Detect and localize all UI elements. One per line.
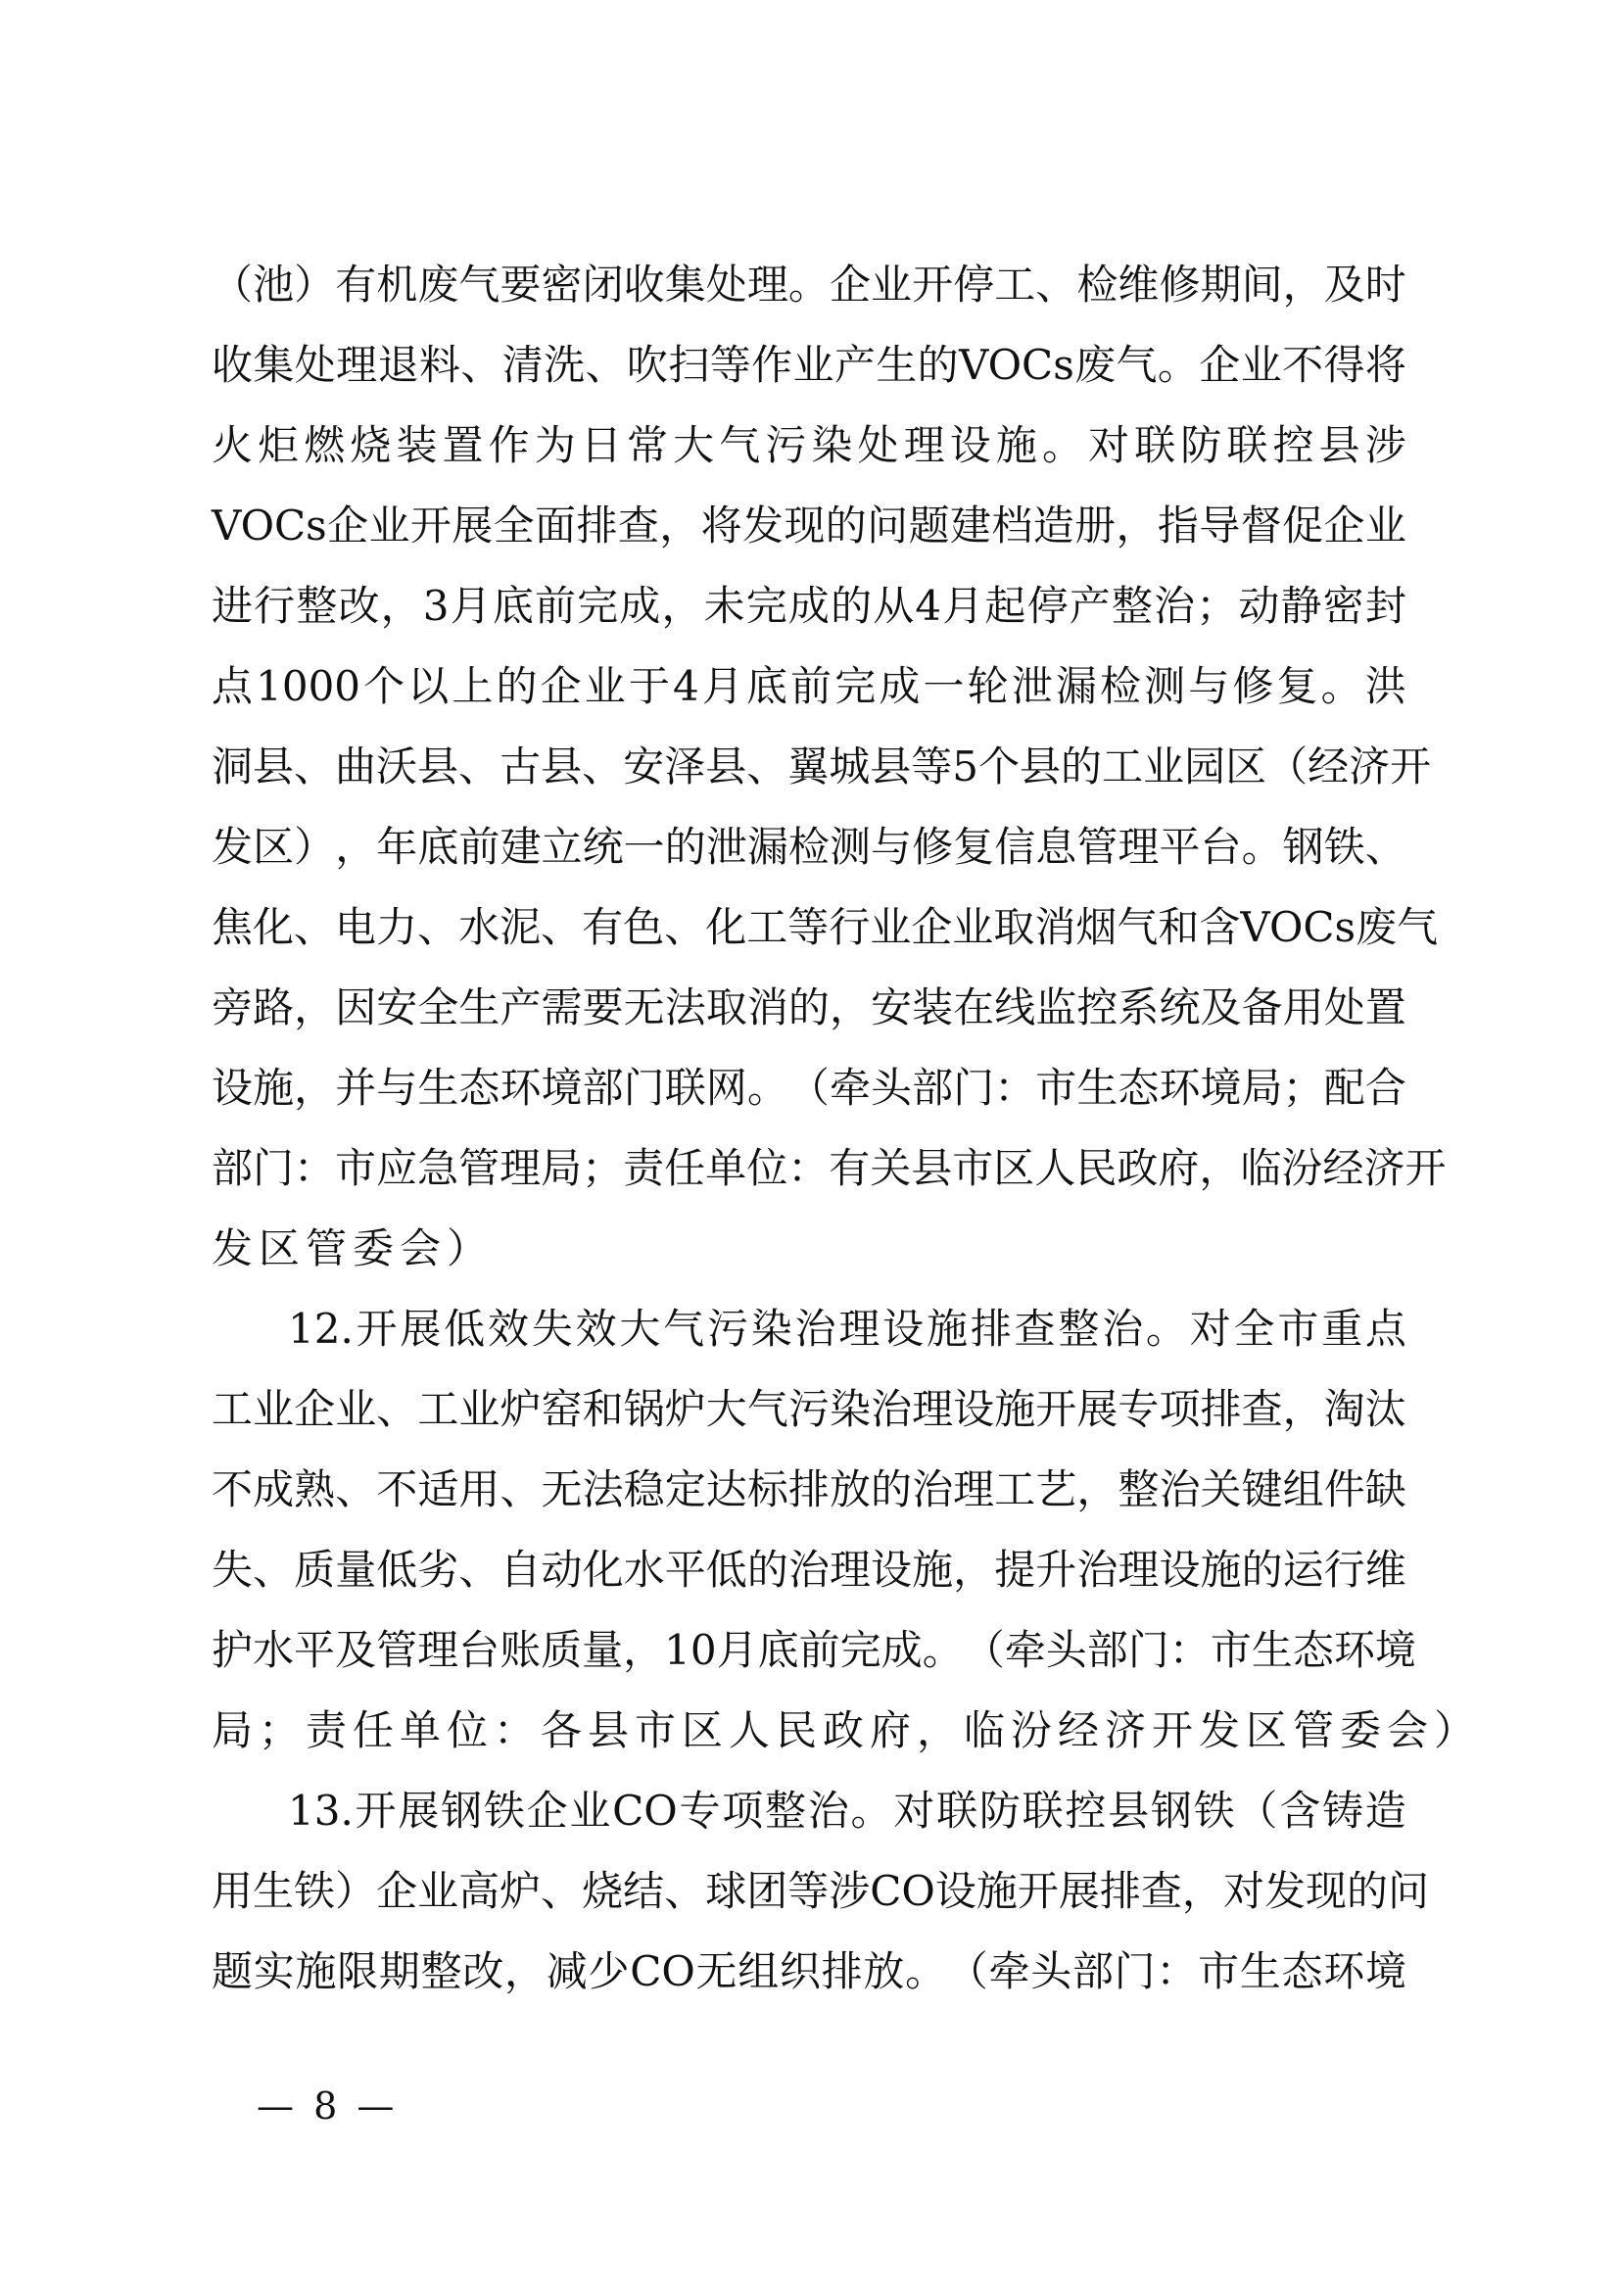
text-line: 12. 开 展 低 效 失 效 大 气 污 染 治 理 设 施 排 查 整 治 。 对 全 市 重 点 <box>288 1305 1406 1353</box>
document-body <box>212 245 1482 2012</box>
text-line: 用 生 铁 ） 企 业 高 炉 、 烧 结 、 球 团 等 涉 CO 设 施 开 展 排 查 ， 对 发 现 的 问 <box>212 1867 1430 1915</box>
text-line: 收 集 处 理 退 料 、 清 洗 、 吹 扫 等 作 业 产 生 的 VOCs 废 气 。 企 业 不 得 将 <box>212 341 1406 389</box>
text-line: 火 炬 燃 烧 装 置 作 为 日 常 大 气 污 染 处 理 设 施 。 对 联 防 联 控 县 涉 <box>212 421 1406 469</box>
text-line: 进 行 整 改 ， 3 月 底 前 完 成 ， 未 完 成 的 从 4 月 起 停 产 整 治 ； 动 静 密 封 <box>212 582 1406 630</box>
text-line: 部 门 ： 市 应 急 管 理 局 ； 责 任 单 位 ： 有 关 县 市 区 人 民 政 府 ， 临 汾 经 济 开 <box>212 1144 1447 1192</box>
text-line: 工 业 企 业 、 工 业 炉 窑 和 锅 炉 大 气 污 染 治 理 设 施 开 展 专 项 排 查 ， 淘 汰 <box>212 1385 1406 1433</box>
text-line: 13. 开 展 钢 铁 企 业 CO 专 项 整 治 。 对 联 防 联 控 县 钢 铁 （ 含 铸 造 <box>288 1787 1406 1835</box>
text-line: 洞 县 、 曲 沃 县 、 古 县 、 安 泽 县 、 翼 城 县 等 5 个 县 的 工 业 园 区 （ 经 济 开 <box>212 742 1432 790</box>
text-line: 不 成 熟 、 不 适 用 、 无 法 稳 定 达 标 排 放 的 治 理 工 艺 ， 整 治 关 键 组 件 缺 <box>212 1465 1406 1513</box>
page-number: — 8 — <box>257 2084 399 2128</box>
text-line: 发 区 ） ， 年 底 前 建 立 统 一 的 泄 漏 检 测 与 修 复 信 息 管 理 平 台 。 钢 铁 、 <box>212 823 1406 871</box>
text-line: 旁 路 ， 因 安 全 生 产 需 要 无 法 取 消 的 ， 安 装 在 线 监 控 系 统 及 备 用 处 置 <box>212 983 1406 1031</box>
text-line: 点 1000 个 以 上 的 企 业 于 4 月 底 前 完 成 一 轮 泄 漏 检 测 与 修 复 。 洪 <box>212 662 1406 710</box>
text-line: 焦 化 、 电 力 、 水 泥 、 有 色 、 化 工 等 行 业 企 业 取 消 烟 气 和 含 VOCs 废 气 <box>212 903 1439 951</box>
text-line: VOCs 企 业 开 展 全 面 排 查 ， 将 发 现 的 问 题 建 档 造 册 ， 指 导 督 促 企 业 <box>212 502 1406 550</box>
text-line: 发区管委会） <box>212 1224 495 1272</box>
text-line: 失 、 质 量 低 劣 、 自 动 化 水 平 低 的 治 理 设 施 ， 提 升 治 理 设 施 的 运 行 维 <box>212 1546 1406 1594</box>
text-line: （ 池 ） 有 机 废 气 要 密 闭 收 集 处 理 。 企 业 开 停 工 、 检 维 修 期 间 ， 及 时 <box>212 261 1406 309</box>
text-line: 设 施 ， 并 与 生 态 环 境 部 门 联 网 。 （ 牵 头 部 门 ： 市 生 态 环 境 局 ； 配 合 <box>212 1064 1406 1112</box>
text-line: 局；责任单位：各县市区人民政府，临汾经济开发区管委会） <box>212 1706 1482 1754</box>
text-line: 护 水 平 及 管 理 台 账 质 量 ， 10 月 底 前 完 成 。 （ 牵 头 部 门 ： 市 生 态 环 境 <box>212 1626 1416 1674</box>
text-line: 题 实 施 限 期 整 改 ， 减 少 CO 无 组 织 排 放 。 （ 牵 头 部 门 ： 市 生 态 环 境 <box>212 1947 1406 1995</box>
